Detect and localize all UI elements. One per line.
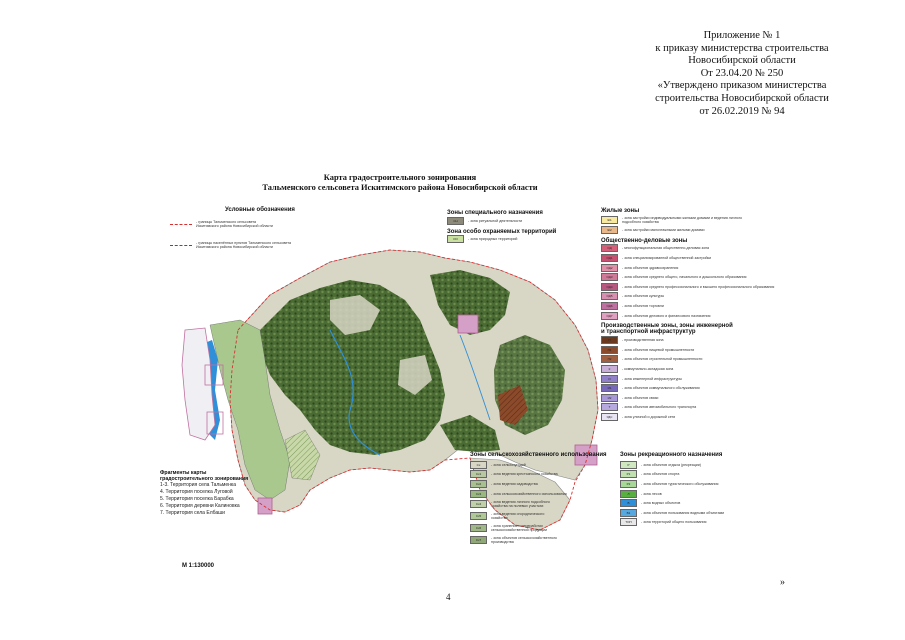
- legend-label: - зона водных объектов: [641, 501, 681, 506]
- zone-swatch: ОД2: [601, 264, 618, 272]
- legend-section-title: Зона особо охраняемых территорий: [447, 228, 557, 235]
- appendix-line: к приказу министерства строительства: [655, 42, 829, 54]
- legend-label: - зона объектов торговли: [622, 303, 664, 308]
- legend-section-title: Общественно-деловые зоны: [601, 237, 688, 244]
- legend-label: - зона ведения садоводства: [491, 481, 538, 486]
- legend-label: - зона объектов культуры: [622, 294, 665, 299]
- legend-section-title: Производственные зоны, зоны инженерной: [601, 323, 733, 330]
- legend-row: [620, 508, 770, 518]
- legend-row: [470, 479, 620, 489]
- zone-swatch: Сх7: [470, 536, 487, 544]
- legend-row: [601, 345, 771, 355]
- legend-section-title: Зоны специального назначения: [447, 210, 543, 216]
- zone-swatch: УДС: [601, 413, 618, 421]
- zone-swatch: Р: [620, 461, 637, 469]
- map-title-line1: Карта градостроительного зонирования: [323, 173, 477, 182]
- legend-label: - зона объектов сельскохозяйственного: [491, 536, 557, 541]
- legend-symbols: [170, 207, 370, 253]
- legend-row: [601, 253, 771, 263]
- settlement-line-swatch: [170, 245, 192, 246]
- legend-label: - зона объектов здравоохранения: [622, 265, 679, 270]
- zone-swatch: Сх5: [470, 512, 487, 520]
- legend-label: - зона лесов: [641, 491, 662, 496]
- legend-label: производства: [491, 540, 514, 545]
- fragments-title: градостроительного зонирования: [160, 476, 249, 483]
- fragment-item: 6. Территория деревни Калиновка: [160, 503, 240, 510]
- legend-row: [470, 470, 620, 480]
- zone-swatch: Р2: [620, 480, 637, 488]
- appendix-line: строительства Новосибирской области: [655, 92, 829, 104]
- zone-swatch: ОД5: [601, 292, 618, 300]
- appendix-line: «Утверждено приказом министерства: [657, 80, 827, 92]
- zone-swatch: Сх6: [470, 524, 487, 532]
- legend-row: [620, 498, 770, 508]
- zone-swatch: ОД7: [601, 312, 618, 320]
- zone-swatch: ОД4: [601, 283, 618, 291]
- legend-row: [601, 214, 771, 225]
- legend-row: [620, 518, 770, 528]
- legend-label: хозяйства на полевых участках: [491, 504, 544, 509]
- legend-row: [601, 282, 775, 292]
- legend-row: [470, 534, 620, 546]
- legend-label: - зона ведения крестьянского хозяйства: [491, 472, 558, 477]
- legend-label: - зона ведения личного подсобного: [491, 500, 550, 505]
- legend-symbols-title: Условные обозначения: [225, 207, 295, 213]
- zone-swatch: П1: [601, 346, 618, 354]
- legend-label: - зона объектов туристического обслуживания: [641, 481, 719, 486]
- legend-row: [470, 522, 620, 534]
- legend-row: [170, 217, 370, 231]
- appendix-line: Новосибирской области: [688, 55, 796, 67]
- legend-label: Искитимского района Новосибирской области: [196, 224, 273, 228]
- legend-label: - зона застройки индивидуальными жилыми домами и ведения личного подсобного хозяйства: [622, 215, 742, 224]
- legend-label: сельскохозяйственной продукции: [491, 528, 548, 533]
- legend-label: Искитимского района Новосибирской области: [196, 245, 273, 249]
- zone-swatch: К: [601, 365, 618, 373]
- legend-label: - зона объектов делового и финансового назначения: [622, 313, 711, 318]
- legend-label: - зона объектов пищевой промышленности: [622, 347, 695, 352]
- legend-row: [620, 489, 770, 499]
- legend-row: [620, 479, 770, 489]
- zone-swatch: ТОП: [620, 518, 637, 526]
- legend-label: - зона объектов автомобильного транспорта: [622, 405, 697, 410]
- legend-row: [601, 412, 771, 422]
- legend-row: [601, 364, 771, 374]
- legend-label: - зона объектов среднего профессионального и высшего профессионального образования: [622, 284, 775, 289]
- appendix-line: От 23.04.20 № 250: [700, 67, 784, 79]
- zone-swatch: П2: [601, 355, 618, 363]
- zone-swatch: В1: [620, 509, 637, 517]
- legend-label: - зона объектов строительной промышленности: [622, 357, 703, 362]
- zone-swatch: Ж2: [601, 226, 618, 234]
- legend-label: - границы Тальменского сельсовета: [196, 220, 257, 224]
- fragment-item: 5. Территория поселка Барабка: [160, 496, 234, 503]
- zone-swatch: СН: [447, 217, 464, 225]
- zone-swatch: Сх3: [470, 490, 487, 498]
- legend-row: [620, 470, 770, 480]
- appendix-line: Приложение № 1: [703, 30, 781, 41]
- legend-label: - зона ритуальной деятельности: [468, 218, 523, 223]
- legend-row: [470, 489, 620, 499]
- zone-swatch: И1: [601, 384, 618, 392]
- fragments-list: [160, 470, 270, 517]
- zone-swatch: ОД: [601, 244, 618, 252]
- public-zone-list: [601, 244, 775, 321]
- legend-row: [601, 263, 771, 273]
- legend-label: - зона уличной и дорожной сети: [622, 414, 676, 419]
- agri-zone-list: [470, 460, 620, 546]
- zone-swatch: Сх: [470, 461, 487, 469]
- closing-quote: »: [780, 577, 785, 588]
- legend-row: [620, 460, 770, 470]
- legend-row: [470, 460, 620, 470]
- settlement-fragment-luговой: [458, 315, 478, 333]
- legend-recreation-zones: [620, 452, 770, 527]
- legend-label: - зона природных территорий: [468, 237, 518, 242]
- zone-swatch: ОД1: [601, 254, 618, 262]
- legend-label: - зона инженерной инфраструктуры: [622, 376, 682, 381]
- legend-label: - границы населённых пунктов Тальменского сельсовета: [196, 241, 292, 245]
- zone-swatch: Ж1: [601, 216, 618, 224]
- legend-row: [601, 335, 771, 345]
- legend-label: - зона застройки малоэтажными жилыми домами: [622, 227, 705, 232]
- legend-row: [470, 510, 620, 522]
- zone-swatch: Сх4: [470, 500, 487, 508]
- recreation-zone-list: [620, 460, 770, 527]
- zone-swatch: ОО: [447, 235, 464, 243]
- fragments-title: Фрагменты карты: [160, 470, 207, 476]
- legend-row: [601, 272, 771, 282]
- zone-swatch: Т: [601, 403, 618, 411]
- appendix-line: от 26.02.2019 № 94: [699, 105, 785, 117]
- legend-label: - зона объектов среднего общего, начального и дошкольного образования: [622, 275, 747, 280]
- legend-special-zones: [447, 210, 556, 244]
- legend-label: - зона сельхозугодий: [491, 462, 526, 467]
- legend-label: - зона сельскохозяйственного использования: [491, 491, 567, 496]
- zone-swatch: И2: [601, 394, 618, 402]
- legend-row: [601, 301, 771, 311]
- fragment-item: 1-3. Территория села Тальменка: [160, 482, 236, 489]
- map-scale: М 1:130000: [182, 563, 215, 569]
- legend-row: [601, 244, 771, 254]
- legend-label: - коммунально-складская зона: [622, 366, 674, 371]
- fragment-item: 7. Территория села Елбаши: [160, 510, 225, 517]
- legend-row: [601, 403, 771, 413]
- legend-label: - зона объектов пользования водными объектами: [641, 510, 725, 515]
- legend-row: [601, 292, 771, 302]
- legend-label: - зона территорий общего пользования: [641, 520, 707, 525]
- boundary-line-swatch: [170, 224, 192, 225]
- legend-row: [447, 235, 556, 245]
- legend-right-column: [601, 208, 775, 422]
- legend-label: - зона ведения огороднического: [491, 512, 545, 517]
- legend-section-title: Зоны рекреационного назначения: [620, 452, 723, 458]
- production-zone-list: [601, 335, 771, 421]
- legend-row: [601, 311, 771, 321]
- legend-section-title: Зоны сельскохозяйственного использования: [470, 452, 607, 458]
- page-number: 4: [446, 592, 451, 602]
- legend-row: [170, 237, 370, 253]
- zone-swatch: Л: [620, 490, 637, 498]
- fragment-item: 4. Территория поселка Луговой: [160, 489, 233, 496]
- zone-swatch: Сх2: [470, 480, 487, 488]
- zone-swatch: Сх1: [470, 470, 487, 478]
- zone-swatch: И: [601, 375, 618, 383]
- legend-label: - зона объектов отдыха (рекреации): [641, 462, 702, 467]
- legend-label: - многофункциональная общественно-деловая зона: [622, 246, 710, 251]
- legend-row: [601, 374, 771, 384]
- zone-swatch: Р1: [620, 470, 637, 478]
- legend-section-title: Жилые зоны: [601, 208, 640, 214]
- legend-row: [601, 225, 771, 235]
- legend-label: хозяйства: [491, 516, 508, 521]
- zone-swatch: П: [601, 336, 618, 344]
- legend-row: [601, 393, 771, 403]
- legend-row: [601, 355, 771, 365]
- legend-row: [601, 383, 771, 393]
- legend-label: - производственная зона: [622, 338, 664, 343]
- legend-label: - зона специализированной общественной застройки: [622, 255, 712, 260]
- legend-row: [470, 498, 620, 510]
- map-title-line2: Тальменского сельсовета Искитимского района Новосибирской области: [262, 183, 538, 192]
- legend-label: - зона хранения и переработки: [491, 524, 543, 529]
- legend-section-title: и транспортной инфраструктур: [601, 329, 696, 336]
- legend-label: - зона объектов связи: [622, 395, 659, 400]
- legend-agri-zones: [470, 452, 620, 546]
- zone-swatch: ОД6: [601, 302, 618, 310]
- zone-swatch: ОД3: [601, 273, 618, 281]
- legend-label: - зона объектов коммунального обслуживания: [622, 386, 700, 391]
- legend-row: [447, 216, 556, 226]
- zone-swatch: В: [620, 499, 637, 507]
- legend-label: - зона объектов спорта: [641, 472, 680, 477]
